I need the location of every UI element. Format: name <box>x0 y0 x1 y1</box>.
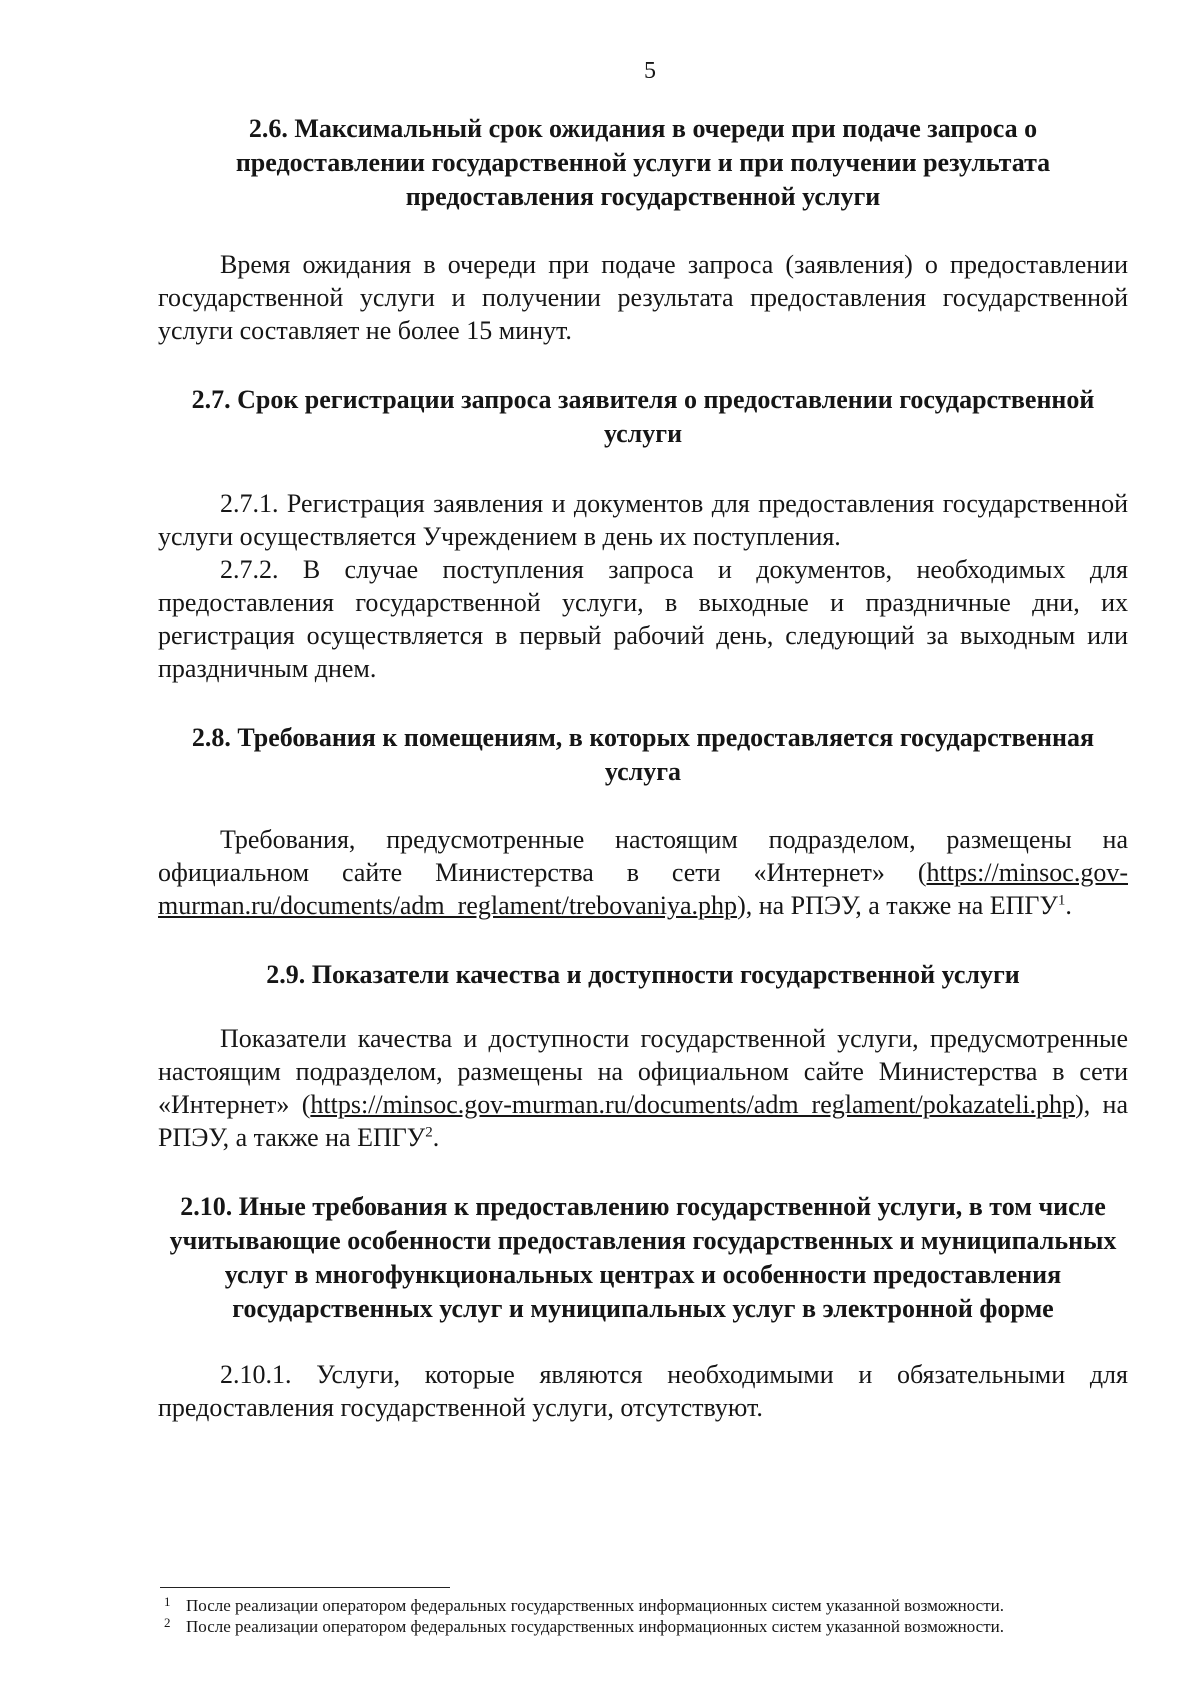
section-2-6-heading: 2.6. Максимальный срок ожидания в очереди при подаче запроса о предоставлении государственной услуги и при получении результата предоставления государственной услуги <box>235 114 1051 211</box>
footnote-1 <box>160 1595 1118 1616</box>
section-2-10-heading: 2.10. Иные требования к предоставлению государственной услуги, в том числе учитывающие особенности предоставления государственных и муниципальных услуг в многофункциональных центрах и особенности предоставления государственных услуг и муниципальных услуг в электронной форме <box>169 1192 1117 1323</box>
section-2-9-text-end: ), на РПЭУ, а также на ЕПГУ <box>158 1090 1128 1152</box>
section-2-8-text <box>158 823 1128 922</box>
section-2-7-1-text: 2.7.1. Регистрация заявления и документов для предоставления государственной услуги осуществляется Учреждением в день их поступления. <box>158 489 1128 551</box>
footnote-2 <box>160 1616 1118 1637</box>
section-2-9-text-start: Показатели качества и доступности государственной услуги, предусмотренные настоящим подразделом, размещены на официальном сайте Министерства в сети «Интернет» ( <box>158 1024 1128 1119</box>
section-2-6-text: Время ожидания в очереди при подаче запроса (заявления) о предоставлении государственной услуги и получении результата предоставления государственной услуги составляет не более 15 минут. <box>158 250 1128 345</box>
section-2-8-period: . <box>1065 891 1072 920</box>
section-2-8-text-end: ), на РПЭУ, а также на ЕПГУ <box>737 891 1058 920</box>
section-2-7-heading: 2.7. Срок регистрации запроса заявителя о предоставлении государственной услуги <box>191 385 1095 448</box>
footnote-2-mark: 2 <box>164 1615 171 1630</box>
footnote-2-text: После реализации оператором федеральных государственных информационных систем указанной возможности. <box>186 1617 1004 1636</box>
footnote-divider <box>160 1587 450 1588</box>
section-2-8-text-start: Требования, предусмотренные настоящим подразделом, размещены на официальном сайте Министерства в сети «Интернет» ( <box>158 825 1128 887</box>
footnote-ref-1[interactable]: 1 <box>1057 892 1066 909</box>
footnote-1-mark: 1 <box>164 1594 171 1609</box>
footnotes <box>160 1595 1118 1637</box>
section-2-9-period: . <box>432 1123 440 1152</box>
trebovaniya-link[interactable]: https://minsoc.gov-murman.ru/documents/adm_reglament/trebovaniya.php <box>158 858 1128 920</box>
section-2-8-heading: 2.8. Требования к помещениям, в которых предоставляется государственная услуга <box>191 723 1095 786</box>
section-2-9-text <box>158 1022 1128 1154</box>
page-content <box>158 112 1128 1424</box>
pokazateli-link[interactable]: https://minsoc.gov-murman.ru/documents/adm_reglament/pokazateli.php <box>310 1090 1076 1119</box>
footnote-ref-2[interactable]: 2 <box>425 1124 433 1141</box>
page-number: 5 <box>644 58 656 84</box>
footnote-1-text: После реализации оператором федеральных государственных информационных систем указанной возможности. <box>186 1596 1004 1615</box>
section-2-9-heading: 2.9. Показатели качества и доступности государственной услуги <box>266 960 1020 989</box>
section-2-7-2-text: 2.7.2. В случае поступления запроса и документов, необходимых для предоставления государственной услуги, в выходные и праздничные дни, их регистрация осуществляется в первый рабочий день, следующий за выходным или праздничным днем. <box>158 555 1128 683</box>
section-2-10-1-text: 2.10.1. Услуги, которые являются необходимыми и обязательными для предоставления государственной услуги, отсутствуют. <box>158 1360 1128 1422</box>
